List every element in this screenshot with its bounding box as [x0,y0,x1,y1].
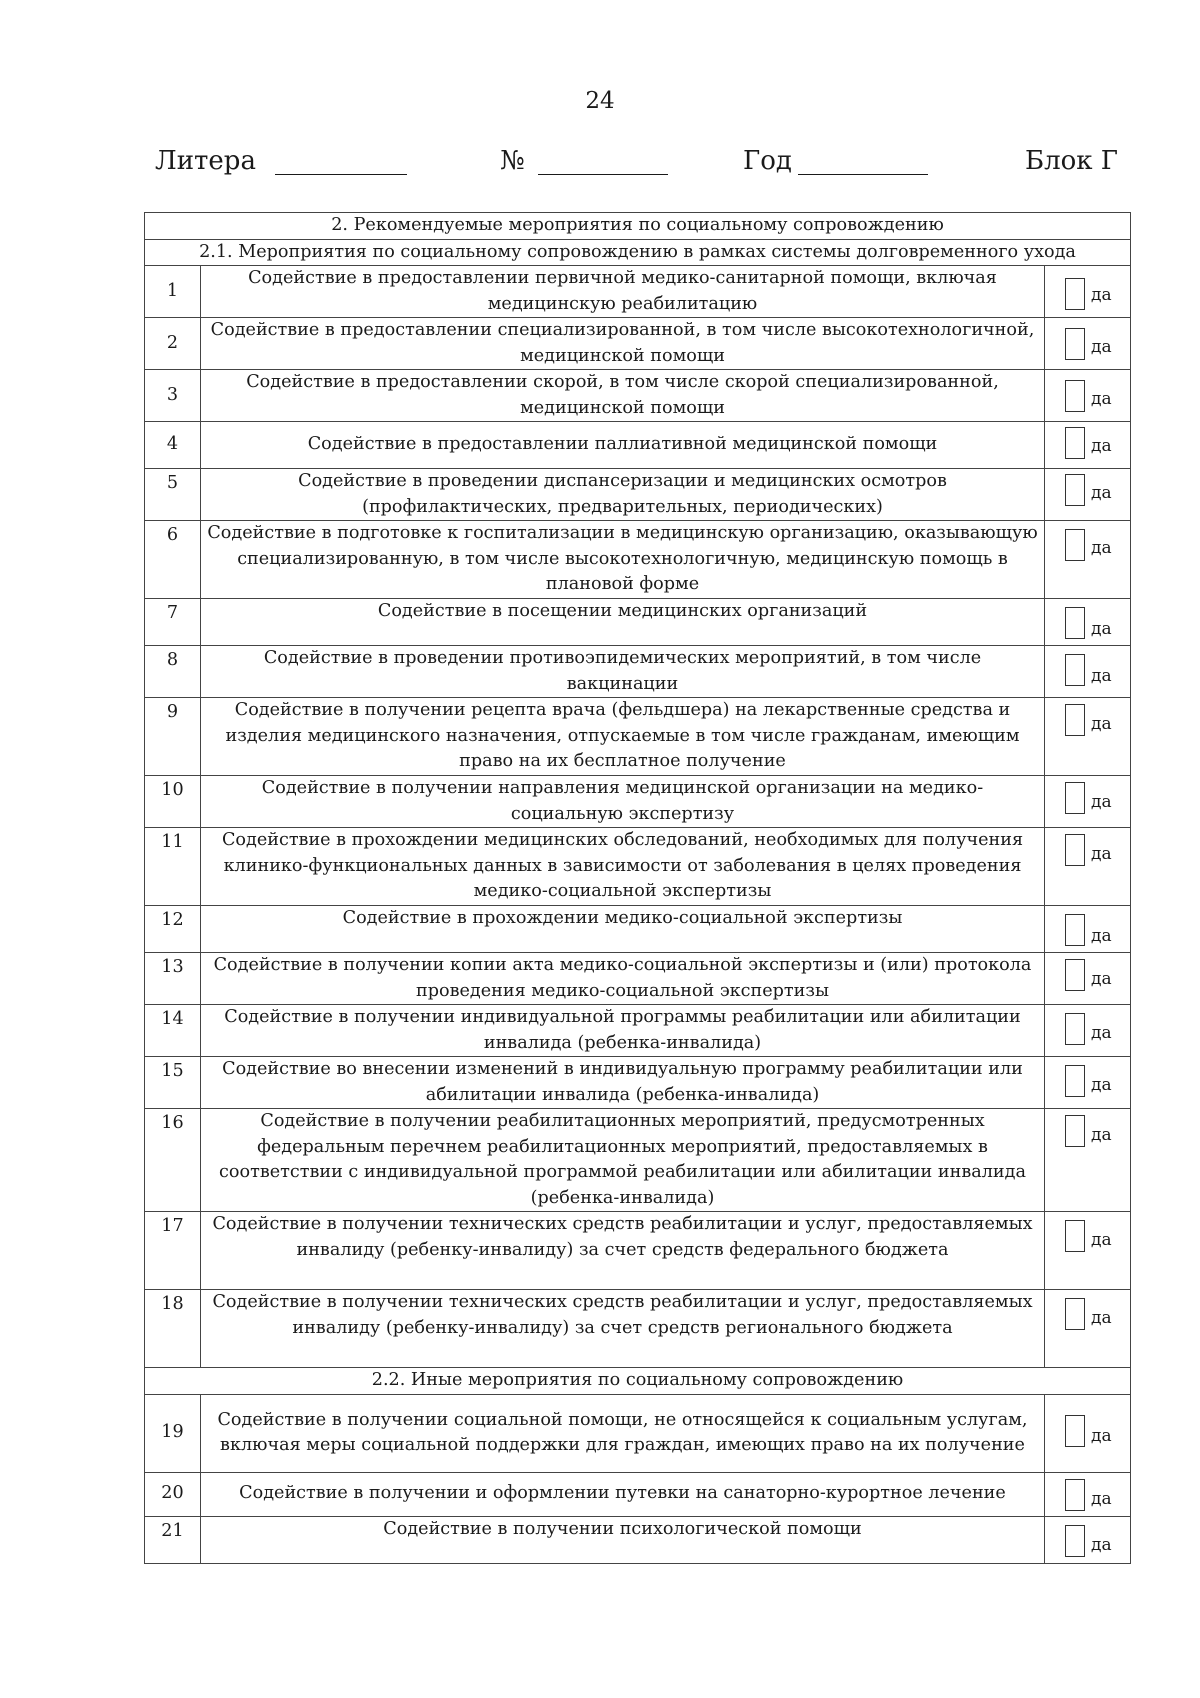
table-row [145,1472,1131,1516]
checkbox[interactable] [1065,704,1085,736]
row-number: 2 [145,318,201,370]
checkbox[interactable] [1065,380,1085,412]
subsection-title: 2.1. Мероприятия по социальному сопровождению в рамках системы долговременного ухода [145,239,1131,266]
row-number: 18 [145,1290,201,1368]
table-row [145,698,1131,776]
table-row [145,521,1131,599]
table-row [145,906,1131,953]
checkbox[interactable] [1065,278,1085,310]
year-field[interactable] [798,174,928,175]
checkbox[interactable] [1065,607,1085,639]
checkbox[interactable] [1065,782,1085,814]
row-number: 8 [145,646,201,698]
row-description: Содействие в получении копии акта медико-социальной экспертизы и (или) протокола проведения медико-социальной экспертизы [201,953,1045,1005]
row-description: Содействие в предоставлении специализированной, в том числе высокотехнологичной, медицинской помощи [201,318,1045,370]
checkbox-label: да [1091,436,1112,456]
row-number: 5 [145,469,201,521]
table-row [145,1212,1131,1290]
table-row [145,646,1131,698]
row-check-cell [1045,906,1131,953]
checkbox[interactable] [1065,529,1085,561]
row-check-cell [1045,422,1131,469]
block-label: Блок Г [1025,146,1119,176]
row-check-cell [1045,953,1131,1005]
table-row [145,1290,1131,1368]
checkbox[interactable] [1065,1479,1085,1511]
row-check-cell [1045,1109,1131,1212]
row-number: 11 [145,828,201,906]
checkbox[interactable] [1065,1115,1085,1147]
table-row [145,1394,1131,1472]
checkbox-label: да [1091,1534,1112,1555]
row-number: 15 [145,1057,201,1109]
checkbox[interactable] [1065,1525,1085,1557]
row-number: 3 [145,370,201,422]
form-header [155,146,1125,182]
checkbox[interactable] [1065,1298,1085,1330]
table-row [145,266,1131,318]
number-label: № [500,146,525,176]
litera-field[interactable] [275,174,407,175]
litera-label: Литера [155,146,256,176]
checkbox-label: да [1091,714,1112,734]
checkbox-label: да [1091,619,1112,639]
row-description: Содействие в предоставлении первичной медико-санитарной помощи, включая медицинскую реабилитацию [201,266,1045,318]
subsection-row [145,239,1131,266]
number-field[interactable] [538,174,668,175]
checkbox-label: да [1091,844,1112,864]
row-description: Содействие в получении социальной помощи, не относящейся к социальным услугам, включая меры социальной поддержки для граждан, имеющих право на их получение [201,1394,1045,1472]
table-row [145,599,1131,646]
row-number: 14 [145,1005,201,1057]
table-row [145,318,1131,370]
row-number: 1 [145,266,201,318]
row-description: Содействие в проведении диспансеризации и медицинских осмотров (профилактических, предварительных, периодических) [201,469,1045,521]
checkbox-label: да [1091,1075,1112,1095]
row-number: 17 [145,1212,201,1290]
checkbox[interactable] [1065,959,1085,991]
row-description: Содействие в получении технических средств реабилитации и услуг, предоставляемых инвалиду (ребенку-инвалиду) за счет средств регионального бюджета [201,1290,1045,1368]
checkbox[interactable] [1065,1415,1085,1447]
checkbox[interactable] [1065,654,1085,686]
table-row [145,776,1131,828]
row-check-cell [1045,521,1131,599]
checkbox-label: да [1091,1425,1112,1446]
row-number: 4 [145,422,201,469]
row-number: 7 [145,599,201,646]
checkbox[interactable] [1065,834,1085,866]
table-row [145,469,1131,521]
table-row [145,370,1131,422]
checkbox-label: да [1091,1230,1112,1250]
checkbox-label: да [1091,538,1112,558]
row-description: Содействие в получении реабилитационных мероприятий, предусмотренных федеральным перечнем реабилитационных мероприятий, предоставляемых в соответствии с индивидуальной программой реабилитации или абилитации инвалида (ребенка-инвалида) [201,1109,1045,1212]
row-number: 19 [145,1394,201,1472]
row-number: 12 [145,906,201,953]
checkbox-label: да [1091,1308,1112,1328]
checkbox-label: да [1091,285,1112,305]
social-support-table [144,212,1131,1564]
row-check-cell [1045,599,1131,646]
checkbox[interactable] [1065,914,1085,946]
section-row [145,213,1131,240]
row-check-cell [1045,266,1131,318]
subsection-row [145,1368,1131,1395]
table-row [145,828,1131,906]
checkbox-label: да [1091,969,1112,989]
checkbox[interactable] [1065,474,1085,506]
table-row [145,1057,1131,1109]
subsection-title: 2.2. Иные мероприятия по социальному сопровождению [145,1368,1131,1395]
checkbox-label: да [1091,926,1112,946]
row-description: Содействие в предоставлении паллиативной медицинской помощи [201,422,1045,469]
row-description: Содействие в проведении противоэпидемических мероприятий, в том числе вакцинации [201,646,1045,698]
row-description: Содействие в получении рецепта врача (фельдшера) на лекарственные средства и изделия медицинского назначения, отпускаемые в том числе гражданам, имеющим право на их бесплатное получение [201,698,1045,776]
row-number: 16 [145,1109,201,1212]
section-title: 2. Рекомендуемые мероприятия по социальному сопровождению [145,213,1131,240]
checkbox[interactable] [1065,1220,1085,1252]
row-check-cell [1045,1516,1131,1563]
checkbox-label: да [1091,389,1112,409]
checkbox-label: да [1091,792,1112,812]
row-check-cell [1045,828,1131,906]
checkbox[interactable] [1065,427,1085,459]
table-row [145,953,1131,1005]
table-row [145,422,1131,469]
checkbox-label: да [1091,666,1112,686]
checkbox-label: да [1091,1488,1112,1509]
row-check-cell [1045,1005,1131,1057]
row-number: 20 [145,1472,201,1516]
table-row [145,1109,1131,1212]
row-check-cell [1045,1472,1131,1516]
row-check-cell [1045,1057,1131,1109]
page-number: 24 [585,88,615,114]
row-check-cell [1045,698,1131,776]
row-description: Содействие в посещении медицинских организаций [201,599,1045,646]
row-description: Содействие в предоставлении скорой, в том числе скорой специализированной, медицинской помощи [201,370,1045,422]
row-number: 13 [145,953,201,1005]
checkbox-label: да [1091,337,1112,357]
checkbox[interactable] [1065,328,1085,360]
checkbox[interactable] [1065,1013,1085,1045]
row-description: Содействие в получении и оформлении путевки на санаторно-курортное лечение [201,1472,1045,1516]
table-row [145,1516,1131,1563]
row-number: 9 [145,698,201,776]
checkbox-label: да [1091,1125,1112,1145]
row-description: Содействие во внесении изменений в индивидуальную программу реабилитации или абилитации инвалида (ребенка-инвалида) [201,1057,1045,1109]
row-check-cell [1045,776,1131,828]
row-number: 10 [145,776,201,828]
row-check-cell [1045,646,1131,698]
row-check-cell [1045,469,1131,521]
row-description: Содействие в получении психологической помощи [201,1516,1045,1563]
row-description: Содействие в получении индивидуальной программы реабилитации или абилитации инвалида (ребенка-инвалида) [201,1005,1045,1057]
row-number: 21 [145,1516,201,1563]
row-description: Содействие в прохождении медико-социальной экспертизы [201,906,1045,953]
row-check-cell [1045,1394,1131,1472]
row-description: Содействие в подготовке к госпитализации в медицинскую организацию, оказывающую специализированную, в том числе высокотехнологичную, медицинскую помощь в плановой форме [201,521,1045,599]
row-check-cell [1045,318,1131,370]
row-check-cell [1045,1290,1131,1368]
table-row [145,1005,1131,1057]
row-description: Содействие в получении технических средств реабилитации и услуг, предоставляемых инвалиду (ребенку-инвалиду) за счет средств федерального бюджета [201,1212,1045,1290]
row-check-cell [1045,370,1131,422]
year-label: Год [743,146,792,176]
checkbox-label: да [1091,1023,1112,1043]
row-number: 6 [145,521,201,599]
row-check-cell [1045,1212,1131,1290]
checkbox-label: да [1091,483,1112,503]
row-description: Содействие в прохождении медицинских обследований, необходимых для получения клинико-функциональных данных в зависимости от заболевания в целях проведения медико-социальной экспертизы [201,828,1045,906]
checkbox[interactable] [1065,1065,1085,1097]
row-description: Содействие в получении направления медицинской организации на медико-социальную экспертизу [201,776,1045,828]
